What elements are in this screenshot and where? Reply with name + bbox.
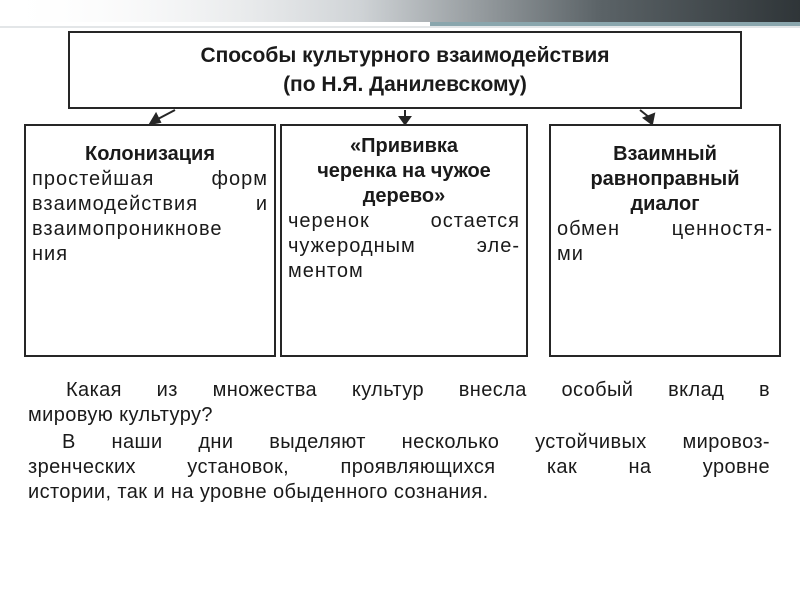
card-1-body-line-1: простейшая форм	[32, 168, 268, 190]
arrow-to-card-3	[640, 110, 654, 124]
card-dialogue	[549, 124, 781, 357]
worldview-line-1: В наши дни выделяют несколько устойчивых мировоз-	[62, 431, 770, 453]
card-1-body-line-2: взаимодействия и	[32, 193, 268, 215]
card-3-body-line-2: ми	[557, 243, 584, 265]
card-3-title-line-1: Взаимный	[613, 143, 717, 165]
card-1-body-line-3: взаимопроникнове	[32, 218, 223, 240]
card-2-title	[288, 134, 520, 209]
card-1-body-line-4: ния	[32, 243, 69, 265]
card-3-body-line-1: обмен ценностя-	[557, 218, 773, 240]
slide-header-decoration	[0, 0, 800, 30]
card-3-title	[557, 142, 773, 217]
card-2-body-line-3: ментом	[288, 260, 364, 282]
card-colonization	[24, 124, 276, 357]
diagram-title-line-2: (по Н.Я. Данилевскому)	[283, 73, 527, 96]
card-2-title-line-1: «Прививка	[349, 135, 459, 157]
question-line-2: мировую культуру?	[28, 404, 213, 426]
card-3-title-line-2: равноправный	[590, 168, 740, 190]
card-3-body	[557, 217, 773, 267]
question-paragraph	[28, 378, 770, 428]
question-line-1: Какая из множества культур внесла особый вклад в	[66, 379, 770, 401]
card-2-body-line-2: чужеродным эле-	[288, 235, 520, 257]
card-1-title-line-1: Колонизация	[84, 143, 216, 165]
card-2-body-line-1: черенок остается	[288, 210, 520, 232]
diagram-title-box	[68, 31, 742, 109]
card-1-body	[32, 167, 268, 267]
card-2-title-line-2: черенка на чужое	[317, 160, 491, 182]
arrow-to-card-2	[400, 110, 410, 124]
worldview-line-2: зренческих установок, проявляющихся как на уровне	[28, 456, 770, 478]
diagram-title-line-1: Способы культурного взаимодействия	[200, 44, 610, 67]
arrow-to-card-1	[150, 110, 175, 124]
card-1-title	[32, 142, 268, 167]
card-grafting	[280, 124, 528, 357]
worldview-line-3: истории, так и на уровне обыденного сознания.	[28, 481, 489, 503]
card-2-title-line-3: дерево»	[362, 185, 446, 207]
card-2-body	[288, 209, 520, 284]
card-3-title-line-3: диалог	[630, 193, 700, 215]
worldview-paragraph	[28, 430, 770, 505]
